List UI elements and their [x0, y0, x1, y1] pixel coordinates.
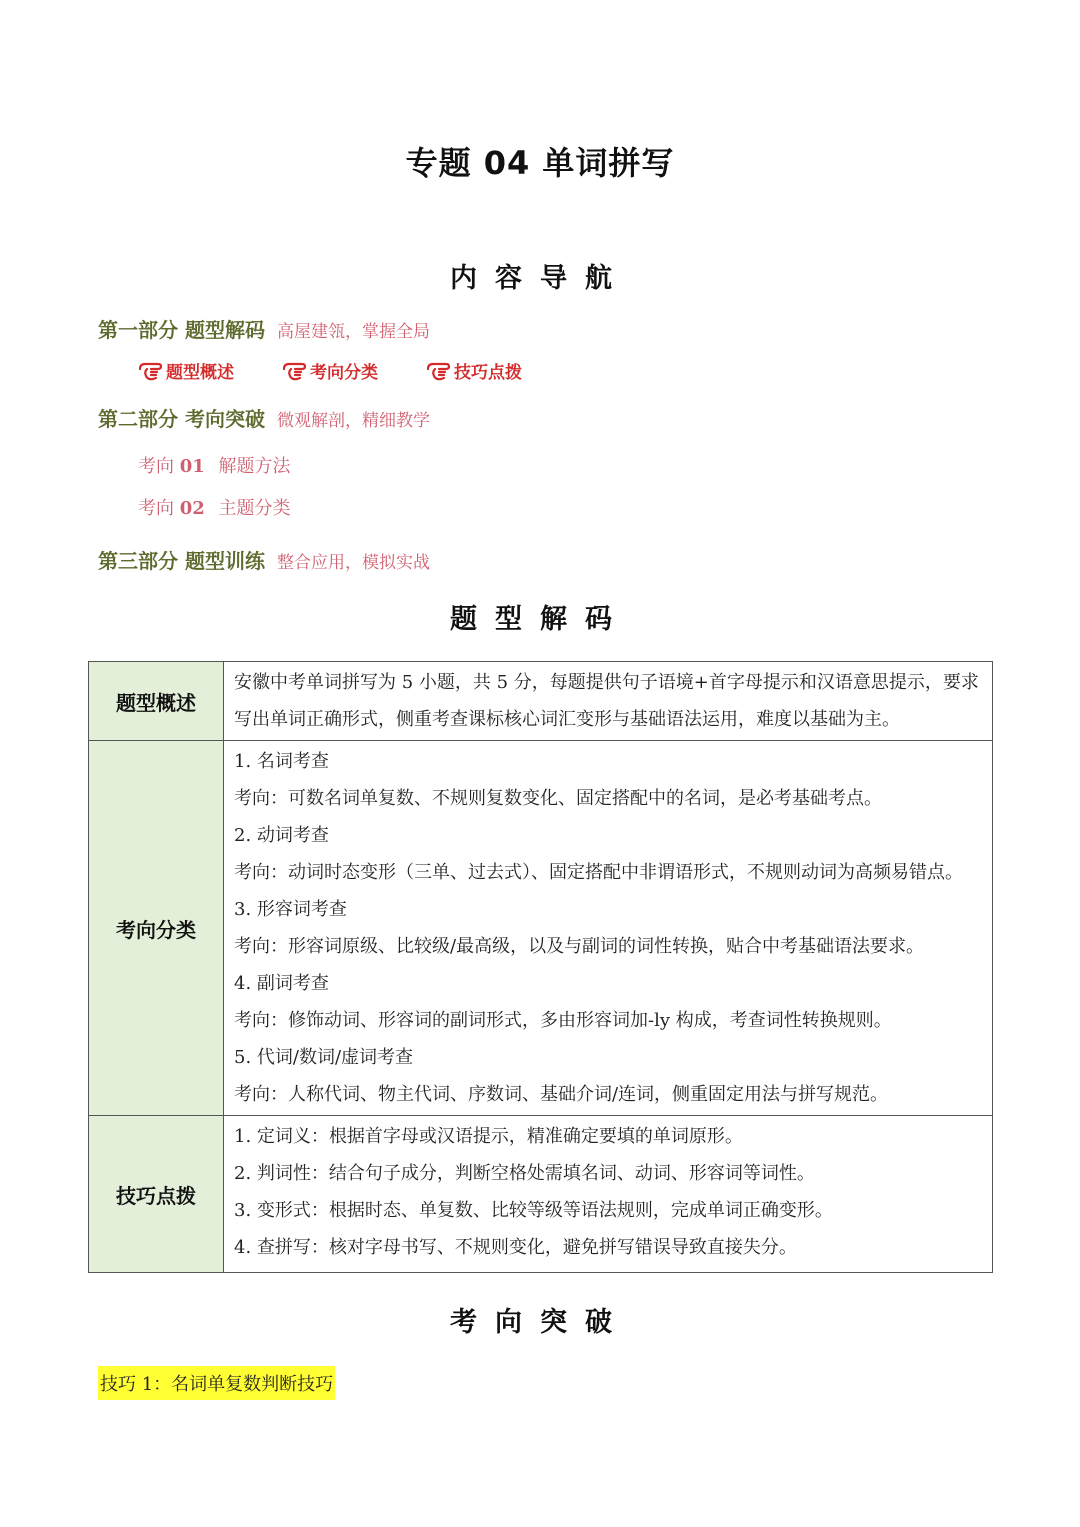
direction-label: 考向: [138, 498, 174, 519]
part-two-name: 第二部分 考向突破: [98, 407, 265, 431]
table-text: 2. 判词性：结合句子成分，判断空格处需填名词、动词、形容词等词性。: [234, 1163, 815, 1184]
tab-label: 题型概述: [166, 363, 234, 383]
direction-text: 解题方法: [218, 456, 291, 477]
part-three-subtitle: 整合应用，模拟实战: [276, 553, 430, 573]
tab-label: 考向分类: [310, 363, 378, 383]
row-header: 题型概述: [89, 662, 224, 741]
link-direction-categories[interactable]: [282, 358, 378, 383]
part-two: [98, 403, 430, 432]
table-text: 4. 查拼写：核对字母书写、不规则变化，避免拼写错误导致直接失分。: [234, 1237, 797, 1258]
row-content: [224, 662, 993, 741]
part-two-subtitle: 微观解剖，精细教学: [276, 411, 430, 431]
table-text: 考向：动词时态变形（三单、过去式）、固定搭配中非谓语形式，不规则动词为高频易错点。: [234, 862, 963, 883]
link-skill-tips[interactable]: [426, 358, 522, 383]
part-one: [98, 314, 430, 343]
row-header: 技巧点拨: [89, 1116, 224, 1273]
nav-heading: 内容导航: [450, 263, 630, 294]
table-text: 2. 动词考查: [234, 825, 329, 846]
tip-heading: 技巧 1：名词单复数判断技巧: [98, 1366, 335, 1400]
part-one-subtitle: 高屋建瓴，掌握全局: [276, 322, 430, 342]
table-text: 考向：形容词原级、比较级/最高级，以及与副词的词性转换，贴合中考基础语法要求。: [234, 936, 925, 957]
table-text: 考向：修饰动词、形容词的副词形式，多由形容词加-ly 构成，考查词性转换规则。: [234, 1010, 892, 1031]
part-one-links: [138, 358, 570, 383]
direction-number: 01: [179, 456, 205, 477]
table-text: 考向：可数名词单复数、不规则复数变化、固定搭配中的名词，是必考基础考点。: [234, 788, 882, 809]
pointing-hand-icon: [138, 360, 164, 382]
table-text: 3. 形容词考查: [234, 899, 347, 920]
table-row: [89, 741, 993, 1116]
tab-label: 技巧点拨: [454, 363, 522, 383]
part-three: [98, 545, 430, 574]
table-text: 3. 变形式：根据时态、单复数、比较等级等语法规则，完成单词正确变形。: [234, 1200, 833, 1221]
table-text: 1. 定词义：根据首字母或汉语提示，精准确定要填的单词原形。: [234, 1126, 743, 1147]
table-row: [89, 662, 993, 741]
table-text: 安徽中考单词拼写为 5 小题，共 5 分，每题提供句子语境+首字母提示和汉语意思提示，要求写出单词正确形式，侧重考查课标核心词汇变形与基础语法运用，难度以基础为主。: [234, 672, 979, 730]
table-text: 5. 代词/数词/虚词考查: [234, 1047, 414, 1068]
row-content: [224, 1116, 993, 1273]
direction-text: 主题分类: [218, 498, 291, 519]
table-text: 4. 副词考查: [234, 973, 329, 994]
page-title: 专题 04 单词拼写: [405, 144, 675, 182]
row-header: 考向分类: [89, 741, 224, 1116]
row-content: [224, 741, 993, 1116]
part-three-name: 第三部分 题型训练: [98, 549, 265, 573]
part-one-name: 第一部分 题型解码: [98, 318, 265, 342]
direction-link-02[interactable]: [138, 494, 291, 520]
link-question-overview[interactable]: [138, 358, 234, 383]
direction-link-01[interactable]: [138, 452, 291, 478]
summary-table: [88, 661, 993, 1273]
table-text: 1. 名词考查: [234, 751, 329, 772]
pointing-hand-icon: [426, 360, 452, 382]
table-row: [89, 1116, 993, 1273]
direction-label: 考向: [138, 456, 174, 477]
breakthrough-heading: 考向突破: [450, 1307, 630, 1338]
direction-number: 02: [179, 498, 205, 519]
table-text: 考向：人称代词、物主代词、序数词、基础介词/连词，侧重固定用法与拼写规范。: [234, 1084, 889, 1105]
decode-heading: 题型解码: [450, 604, 630, 635]
pointing-hand-icon: [282, 360, 308, 382]
